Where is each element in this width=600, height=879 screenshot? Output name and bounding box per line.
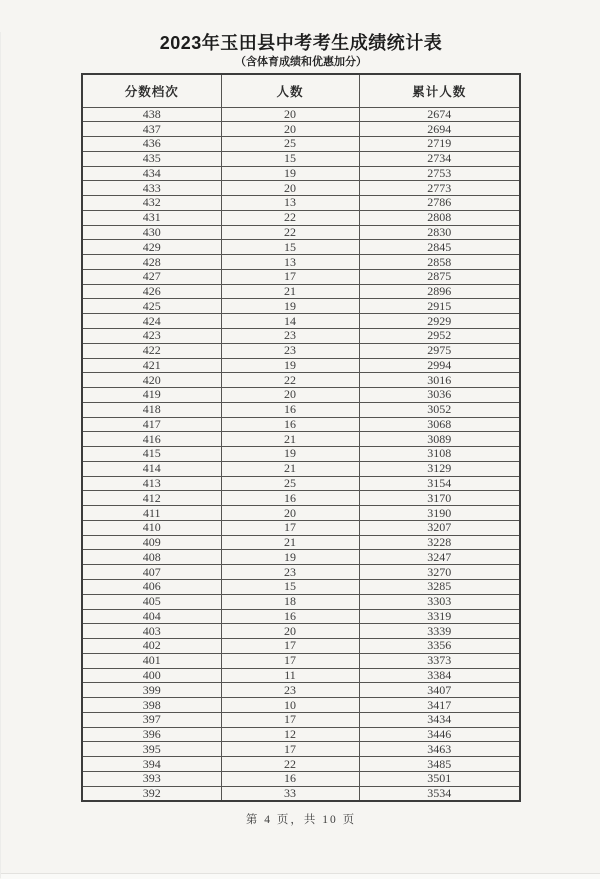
header-row bbox=[82, 74, 520, 107]
table-cell: 434 bbox=[82, 166, 221, 181]
table-row bbox=[82, 594, 520, 609]
table-cell: 3190 bbox=[359, 506, 520, 521]
table-row bbox=[82, 255, 520, 270]
table-cell: 419 bbox=[82, 388, 221, 403]
table-row bbox=[82, 476, 520, 491]
table-cell: 3534 bbox=[359, 786, 520, 801]
page-number: 第 4 页，共 10 页 bbox=[245, 813, 357, 826]
table-cell: 17 bbox=[221, 742, 359, 757]
table-header bbox=[82, 74, 520, 107]
table-cell: 2994 bbox=[359, 358, 520, 373]
table-row bbox=[82, 402, 520, 417]
table-cell: 11 bbox=[221, 668, 359, 683]
table-cell: 408 bbox=[82, 550, 221, 565]
table-cell: 410 bbox=[82, 520, 221, 535]
table-cell: 22 bbox=[221, 757, 359, 772]
table-cell: 411 bbox=[82, 506, 221, 521]
table-row bbox=[82, 299, 520, 314]
table-cell: 3052 bbox=[359, 402, 520, 417]
table-cell: 416 bbox=[82, 432, 221, 447]
table-row bbox=[82, 506, 520, 521]
table-cell: 21 bbox=[221, 432, 359, 447]
table-cell: 17 bbox=[221, 712, 359, 727]
table-row bbox=[82, 447, 520, 462]
table-row bbox=[82, 698, 520, 713]
table-cell: 19 bbox=[221, 166, 359, 181]
table-cell: 397 bbox=[82, 712, 221, 727]
table-cell: 16 bbox=[221, 771, 359, 786]
table-cell: 436 bbox=[82, 137, 221, 152]
header-score-level: 分数档次 bbox=[82, 74, 221, 107]
table-cell: 19 bbox=[221, 358, 359, 373]
table-cell: 3434 bbox=[359, 712, 520, 727]
table-cell: 3485 bbox=[359, 757, 520, 772]
document-page bbox=[1, 32, 600, 878]
table-cell: 20 bbox=[221, 624, 359, 639]
table-row bbox=[82, 107, 520, 122]
table-row bbox=[82, 240, 520, 255]
table-cell: 22 bbox=[221, 373, 359, 388]
table-cell: 22 bbox=[221, 225, 359, 240]
table-row bbox=[82, 210, 520, 225]
table-cell: 3417 bbox=[359, 698, 520, 713]
table-cell: 19 bbox=[221, 550, 359, 565]
table-cell: 422 bbox=[82, 343, 221, 358]
table-row bbox=[82, 668, 520, 683]
table-row bbox=[82, 609, 520, 624]
table-cell: 20 bbox=[221, 107, 359, 122]
table-cell: 398 bbox=[82, 698, 221, 713]
table-cell: 2773 bbox=[359, 181, 520, 196]
table-cell: 17 bbox=[221, 520, 359, 535]
table-cell: 2830 bbox=[359, 225, 520, 240]
table-cell: 424 bbox=[82, 314, 221, 329]
page-title: 2023年玉田县中考考生成绩统计表 bbox=[159, 33, 443, 53]
header-count: 人数 bbox=[221, 74, 359, 107]
table-cell: 2808 bbox=[359, 210, 520, 225]
table-cell: 23 bbox=[221, 343, 359, 358]
table-cell: 394 bbox=[82, 757, 221, 772]
table-cell: 20 bbox=[221, 181, 359, 196]
table-cell: 405 bbox=[82, 594, 221, 609]
table-cell: 427 bbox=[82, 269, 221, 284]
table-cell: 395 bbox=[82, 742, 221, 757]
table-cell: 17 bbox=[221, 653, 359, 668]
table-row bbox=[82, 727, 520, 742]
table-cell: 423 bbox=[82, 328, 221, 343]
table-row bbox=[82, 712, 520, 727]
table-cell: 21 bbox=[221, 461, 359, 476]
table-row bbox=[82, 284, 520, 299]
table-row bbox=[82, 181, 520, 196]
table-cell: 15 bbox=[221, 580, 359, 595]
table-cell: 3247 bbox=[359, 550, 520, 565]
table-cell: 2845 bbox=[359, 240, 520, 255]
table-cell: 3463 bbox=[359, 742, 520, 757]
header-cumulative-count: 累计人数 bbox=[359, 74, 520, 107]
table-cell: 15 bbox=[221, 151, 359, 166]
table-cell: 401 bbox=[82, 653, 221, 668]
table-cell: 16 bbox=[221, 609, 359, 624]
table-cell: 426 bbox=[82, 284, 221, 299]
table-cell: 2719 bbox=[359, 137, 520, 152]
table-body bbox=[82, 107, 520, 801]
table-row bbox=[82, 491, 520, 506]
table-cell: 433 bbox=[82, 181, 221, 196]
table-cell: 3207 bbox=[359, 520, 520, 535]
table-cell: 21 bbox=[221, 284, 359, 299]
table-cell: 3154 bbox=[359, 476, 520, 491]
table-row bbox=[82, 343, 520, 358]
table-cell: 13 bbox=[221, 255, 359, 270]
table-cell: 14 bbox=[221, 314, 359, 329]
table-cell: 3501 bbox=[359, 771, 520, 786]
table-row bbox=[82, 225, 520, 240]
table-row bbox=[82, 388, 520, 403]
table-row bbox=[82, 742, 520, 757]
table-row bbox=[82, 520, 520, 535]
table-cell: 2915 bbox=[359, 299, 520, 314]
table-cell: 16 bbox=[221, 417, 359, 432]
table-cell: 421 bbox=[82, 358, 221, 373]
table-row bbox=[82, 166, 520, 181]
table-cell: 17 bbox=[221, 269, 359, 284]
table-row bbox=[82, 624, 520, 639]
table-cell: 2694 bbox=[359, 122, 520, 137]
table-cell: 3407 bbox=[359, 683, 520, 698]
table-cell: 17 bbox=[221, 639, 359, 654]
table-cell: 18 bbox=[221, 594, 359, 609]
table-row bbox=[82, 417, 520, 432]
table-row bbox=[82, 269, 520, 284]
table-row bbox=[82, 786, 520, 801]
table-cell: 20 bbox=[221, 122, 359, 137]
table-cell: 414 bbox=[82, 461, 221, 476]
table-cell: 2734 bbox=[359, 151, 520, 166]
table-cell: 430 bbox=[82, 225, 221, 240]
table-cell: 3446 bbox=[359, 727, 520, 742]
table-cell: 3373 bbox=[359, 653, 520, 668]
table-row bbox=[82, 639, 520, 654]
table-cell: 33 bbox=[221, 786, 359, 801]
table-row bbox=[82, 373, 520, 388]
table-cell: 2896 bbox=[359, 284, 520, 299]
table-cell: 415 bbox=[82, 447, 221, 462]
table-row bbox=[82, 137, 520, 152]
table-cell: 402 bbox=[82, 639, 221, 654]
table-cell: 400 bbox=[82, 668, 221, 683]
table-cell: 420 bbox=[82, 373, 221, 388]
table-cell: 23 bbox=[221, 328, 359, 343]
table-row bbox=[82, 314, 520, 329]
table-row bbox=[82, 550, 520, 565]
table-cell: 2975 bbox=[359, 343, 520, 358]
table-cell: 23 bbox=[221, 565, 359, 580]
table-cell: 20 bbox=[221, 388, 359, 403]
table-cell: 3303 bbox=[359, 594, 520, 609]
table-row bbox=[82, 565, 520, 580]
table-cell: 2952 bbox=[359, 328, 520, 343]
table-cell: 3129 bbox=[359, 461, 520, 476]
table-cell: 25 bbox=[221, 137, 359, 152]
table-row bbox=[82, 580, 520, 595]
table-cell: 437 bbox=[82, 122, 221, 137]
table-cell: 13 bbox=[221, 196, 359, 211]
table-cell: 399 bbox=[82, 683, 221, 698]
table-row bbox=[82, 461, 520, 476]
table-cell: 19 bbox=[221, 299, 359, 314]
table-cell: 3068 bbox=[359, 417, 520, 432]
table-cell: 403 bbox=[82, 624, 221, 639]
table-cell: 12 bbox=[221, 727, 359, 742]
table-row bbox=[82, 122, 520, 137]
table-cell: 2929 bbox=[359, 314, 520, 329]
table-cell: 431 bbox=[82, 210, 221, 225]
table-cell: 404 bbox=[82, 609, 221, 624]
table-cell: 3339 bbox=[359, 624, 520, 639]
table-cell: 3356 bbox=[359, 639, 520, 654]
table-cell: 409 bbox=[82, 535, 221, 550]
table-row bbox=[82, 358, 520, 373]
table-cell: 429 bbox=[82, 240, 221, 255]
table-cell: 3384 bbox=[359, 668, 520, 683]
table-cell: 2674 bbox=[359, 107, 520, 122]
table-cell: 413 bbox=[82, 476, 221, 491]
table-cell: 3089 bbox=[359, 432, 520, 447]
table-row bbox=[82, 771, 520, 786]
table-cell: 392 bbox=[82, 786, 221, 801]
table-row bbox=[82, 196, 520, 211]
table-cell: 406 bbox=[82, 580, 221, 595]
table-cell: 20 bbox=[221, 506, 359, 521]
table-cell: 407 bbox=[82, 565, 221, 580]
table-cell: 438 bbox=[82, 107, 221, 122]
table-cell: 393 bbox=[82, 771, 221, 786]
table-row bbox=[82, 757, 520, 772]
table-row bbox=[82, 683, 520, 698]
page-edge-strip bbox=[1, 873, 600, 879]
table-cell: 2858 bbox=[359, 255, 520, 270]
table-cell: 10 bbox=[221, 698, 359, 713]
table-cell: 3036 bbox=[359, 388, 520, 403]
table-cell: 3228 bbox=[359, 535, 520, 550]
table-cell: 418 bbox=[82, 402, 221, 417]
table-cell: 15 bbox=[221, 240, 359, 255]
table-cell: 3170 bbox=[359, 491, 520, 506]
table-cell: 19 bbox=[221, 447, 359, 462]
table-cell: 23 bbox=[221, 683, 359, 698]
table-cell: 22 bbox=[221, 210, 359, 225]
score-statistics-table bbox=[81, 73, 521, 802]
table-row bbox=[82, 328, 520, 343]
table-cell: 412 bbox=[82, 491, 221, 506]
table-cell: 3270 bbox=[359, 565, 520, 580]
table-cell: 16 bbox=[221, 402, 359, 417]
table-cell: 435 bbox=[82, 151, 221, 166]
table-cell: 2786 bbox=[359, 196, 520, 211]
table-cell: 25 bbox=[221, 476, 359, 491]
table-cell: 16 bbox=[221, 491, 359, 506]
table-row bbox=[82, 432, 520, 447]
table-cell: 396 bbox=[82, 727, 221, 742]
table-row bbox=[82, 653, 520, 668]
table-cell: 432 bbox=[82, 196, 221, 211]
table-cell: 3016 bbox=[359, 373, 520, 388]
page-subtitle: （含体育成绩和优惠加分） bbox=[235, 56, 367, 68]
table-cell: 425 bbox=[82, 299, 221, 314]
table-cell: 2753 bbox=[359, 166, 520, 181]
table-cell: 2875 bbox=[359, 269, 520, 284]
table-cell: 3285 bbox=[359, 580, 520, 595]
table-cell: 428 bbox=[82, 255, 221, 270]
table-cell: 3108 bbox=[359, 447, 520, 462]
table-row bbox=[82, 535, 520, 550]
table-cell: 417 bbox=[82, 417, 221, 432]
table-cell: 21 bbox=[221, 535, 359, 550]
table-cell: 3319 bbox=[359, 609, 520, 624]
table-row bbox=[82, 151, 520, 166]
